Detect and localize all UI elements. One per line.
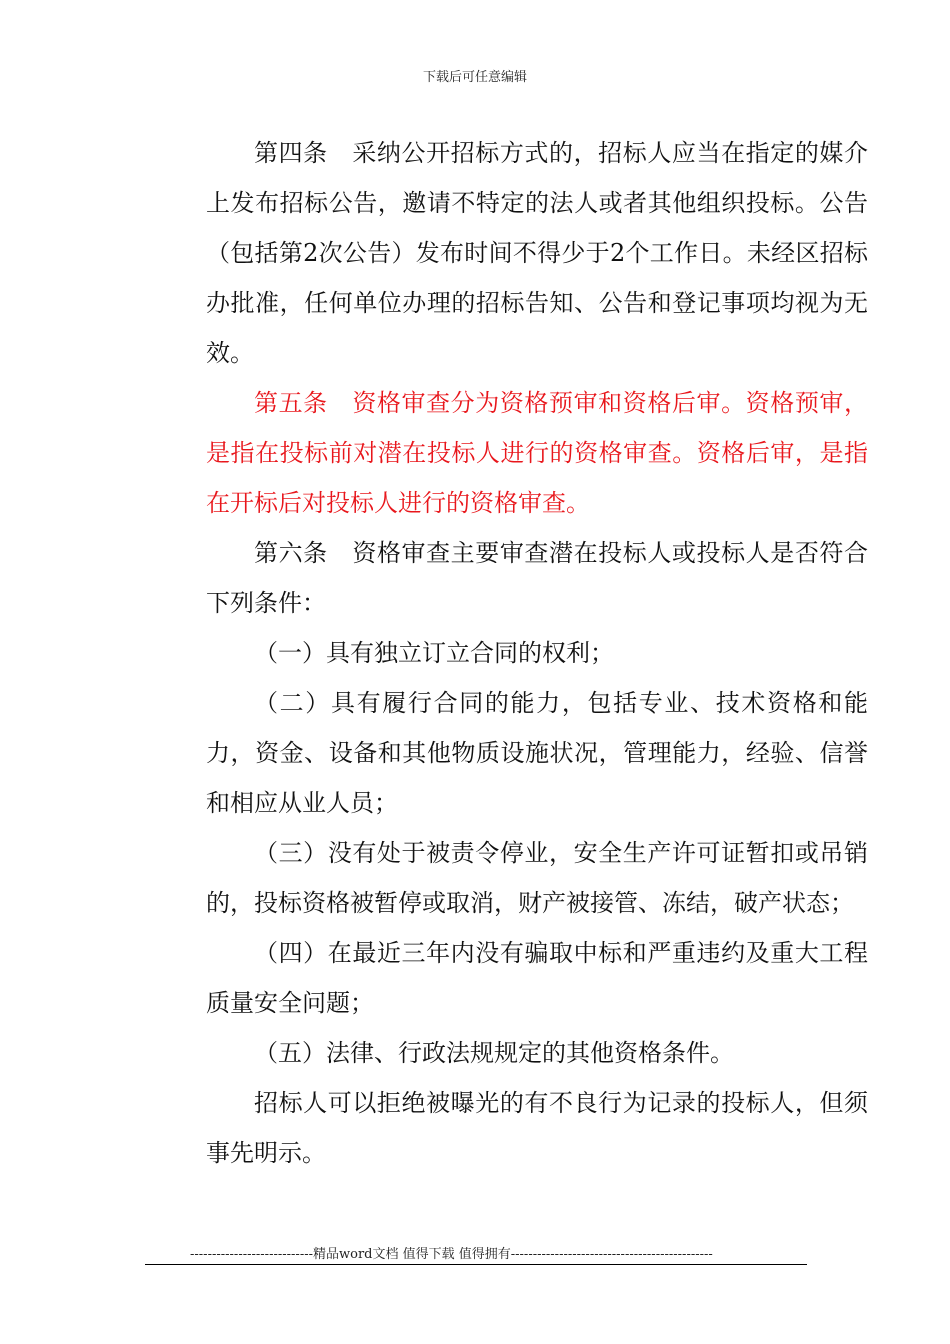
condition-2: （二）具有履行合同的能力，包括专业、技术资格和能力，资金、设备和其他物质设施状况，管理能力，经验、信誉和相应从业人员； [206,689,868,817]
article-6: 第六条 资格审查主要审查潜在投标人或投标人是否符合下列条件： [206,539,868,617]
footer-divider [145,1264,807,1265]
condition-5: （五）法律、行政法规规定的其他资格条件。 [254,1039,734,1067]
page-header: 下载后可任意编辑 [422,70,527,85]
condition-3: （三）没有处于被责令停业，安全生产许可证暂扣或吊销的，投标资格被暂停或取消，财产被接管、冻结，破产状态； [206,839,868,917]
article-4: 第四条 采纳公开招标方式的，招标人应当在指定的媒介上发布招标公告，邀请不特定的法人或者其他组织投标。公告（包括第2次公告）发布时间不得少于2个工作日。未经区招标办批准，任何单位办理的招标告知、公告和登记事项均视为无效。 [206,139,868,367]
page-footer: ----------------------------精品word文档 值得下载 值得拥有---------------------------------------------- [190,1247,713,1262]
condition-4: （四）在最近三年内没有骗取中标和严重违约及重大工程质量安全问题； [206,939,868,1017]
article-5: 第五条 资格审查分为资格预审和资格后审。资格预审，是指在投标前对潜在投标人进行的资格审查。资格后审，是指在开标后对投标人进行的资格审查。 [206,389,868,517]
document-body [206,128,868,1178]
closing-paragraph: 招标人可以拒绝被曝光的有不良行为记录的投标人，但须事先明示。 [206,1089,868,1167]
condition-1: （一）具有独立订立合同的权利； [254,639,614,667]
